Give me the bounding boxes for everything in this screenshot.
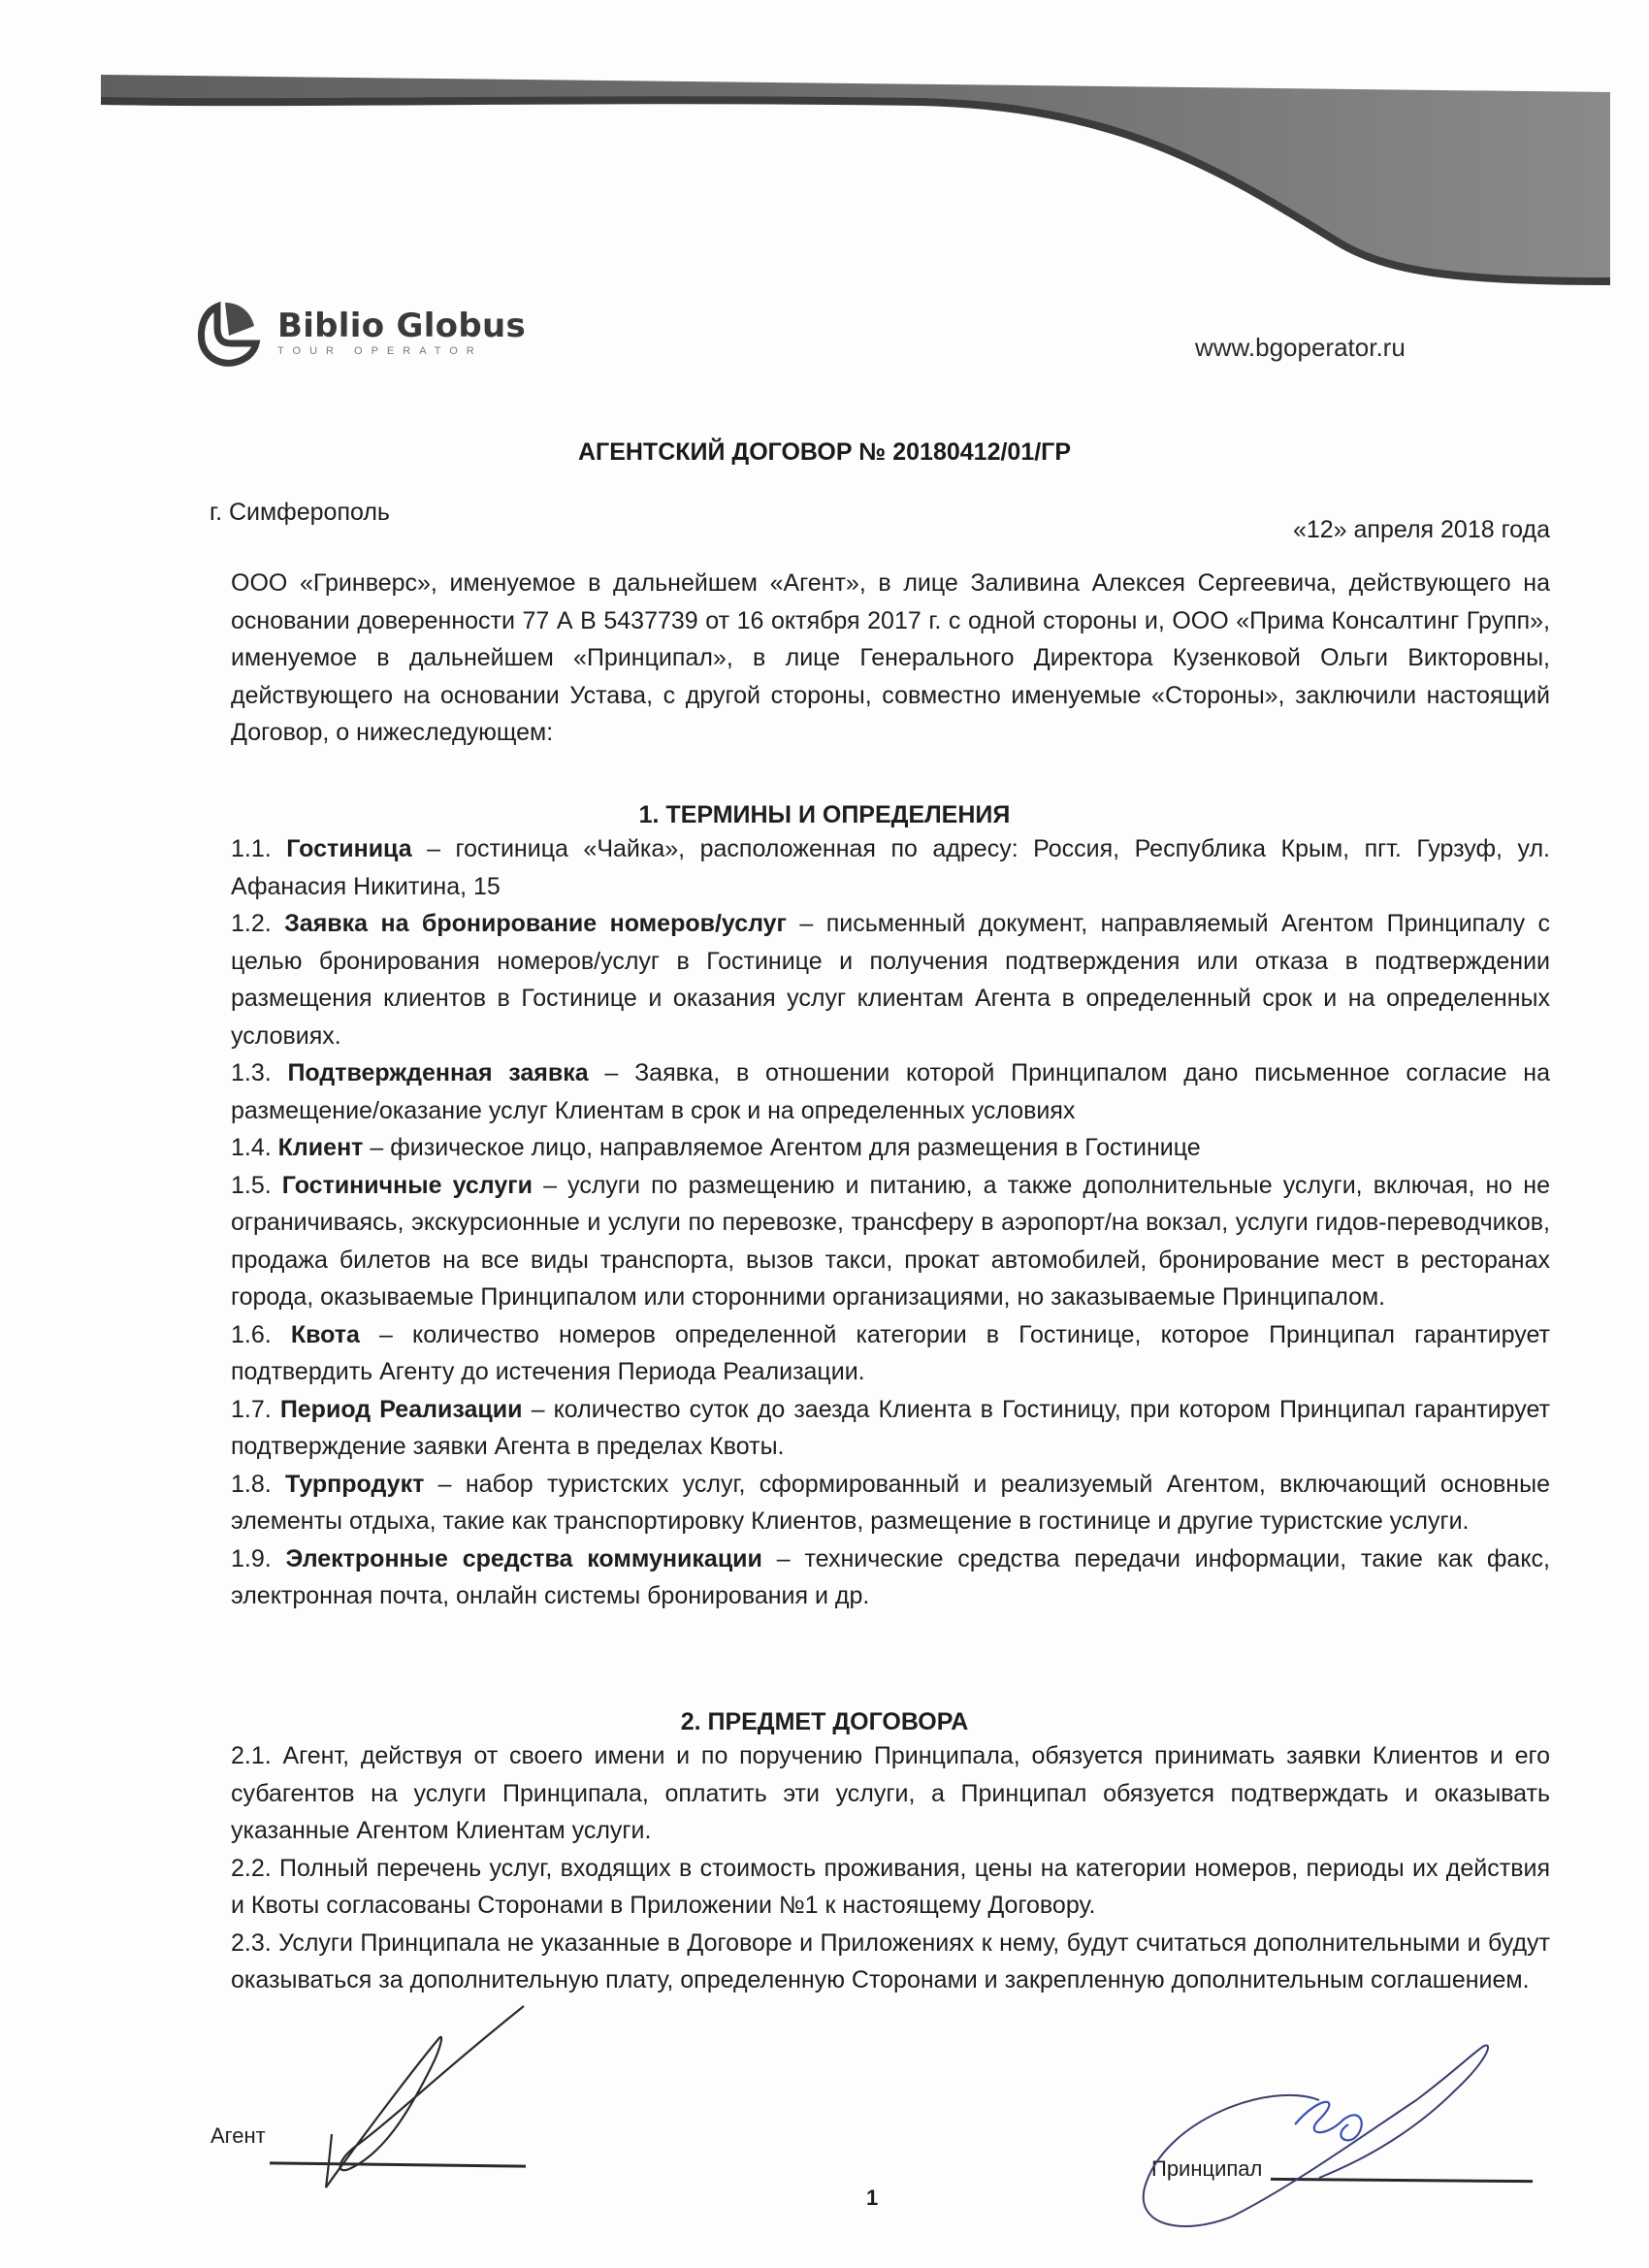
clause-1-4: 1.4. Клиент – физическое лицо, направляемое Агентом для размещения в Гостинице [231,1134,1201,1161]
clause-1-3: 1.3. Подтвержденная заявка – Заявка, в отношении которой Принципалом дано письменное согласие на размещение/оказание услуг Клиентам в срок и на определенных условиях [231,1059,1550,1124]
contract-date: «12» апреля 2018 года [1292,516,1550,543]
section-subject [231,1737,1550,1999]
principal-label: Принципал [1151,2156,1263,2181]
clause-1-7: 1.7. Период Реализации – количество суток до заезда Клиента в Гостиницу, при котором Принципал гарантирует подтверждение заявки Агента в пределах Квоты. [231,1395,1550,1460]
clause-2-3: 2.3. Услуги Принципала не указанные в Договоре и Приложениях к нему, будут считаться дополнительными и будут оказываться за дополнительную плату, определенную Сторонами и закрепленную дополнительным соглашением. [231,1928,1550,1993]
preamble-paragraph: ООО «Гринверс», именуемое в дальнейшем «Агент», в лице Заливина Алексея Сергеевича, действующего на основании доверенности 77 А В 5437739 от 16 октября 2017 г. с одной стороны и, ООО «Прима Консалтинг Групп», именуемое в дальнейшем «Принципал», в лице Генерального Директора Кузенковой Ольги Викторовны, действующего на основании Устава, с другой стороны, совместно именуемые «Стороны», заключили настоящий Договор, о нижеследующем: [231,569,1550,746]
agent-label: Агент [210,2123,266,2148]
clause-1-5: 1.5. Гостиничные услуги – услуги по размещению и питанию, а также дополнительные услуги, включая, но не ограничиваясь, экскурсионные и услуги по перевозке, трансферу в аэропорт/на вокзал, услуги гидов-переводчиков, продажа билетов на все виды транспорта, вызов такси, прокат автомобилей, бронирование мест в ресторанах города, оказываемые Принципалом или сторонними организациями, но заказываемые Принципалом. [231,1171,1550,1311]
document-title: АГЕНТСКИЙ ДОГОВОР № 20180412/01/ГР [577,438,1072,466]
biblio-globus-logo [196,299,526,367]
clause-1-9: 1.9. Электронные средства коммуникации – технические средства передачи информации, такие как факс, электронная почта, онлайн системы бронирования и др. [231,1544,1550,1609]
principal-signature-icon [1125,2042,1533,2236]
agent-signature-icon [291,1998,543,2192]
section-heading-subject: 2. ПРЕДМЕТ ДОГОВОРА [680,1708,969,1735]
page-number: 1 [866,2186,879,2210]
clause-1-8: 1.8. Турпродукт – набор туристских услуг, сформированный и реализуемый Агентом, включающий основные элементы отдыха, такие как транспортировку Клиентов, размещение в гостинице и другие туристские услуги. [231,1470,1550,1535]
section-terms [231,830,1550,1615]
clause-1-2: 1.2. Заявка на бронирование номеров/услуг – письменный документ, направляемый Агентом Принципалу с целью бронирования номеров/услуг в Гостинице и получения подтверждения или отказа в подтверждении размещения клиентов в Гостинице и оказания услуг клиентам Агента в определенный срок и на определенных условиях. [231,910,1550,1050]
website-url: www.bgoperator.ru [1195,333,1406,362]
globe-logo-icon [196,299,264,367]
clause-1-1: 1.1. Гостиница – гостиница «Чайка», расположенная по адресу: Россия, Республика Крым, пгт. Гурзуф, ул. Афанасия Никитина, 15 [231,835,1550,900]
brand-tagline: TOUR OPERATOR [277,345,483,357]
clause-1-6: 1.6. Квота – количество номеров определенной категории в Гостинице, которое Принципал гарантирует подтвердить Агенту до истечения Периода Реализации. [231,1320,1550,1385]
section-heading-terms: 1. ТЕРМИНЫ И ОПРЕДЕЛЕНИЯ [638,801,1011,828]
clause-2-1: 2.1. Агент, действуя от своего имени и по поручению Принципала, обязуется принимать заявки Клиентов и его субагентов на услуги Принципала, оплатить эти услуги, а Принципал обязуется подтверждать и оказывать указанные Агентом Клиентам услуги. [231,1742,1550,1844]
brand-name: Biblio Globus [277,307,527,345]
clause-2-2: 2.2. Полный перечень услуг, входящих в стоимость проживания, цены на категории номеров, периоды их действия и Квоты согласованы Сторонами в Приложении №1 к настоящему Договору. [231,1854,1550,1919]
contract-city: г. Симферополь [210,499,390,526]
header-wave-decoration [0,0,1649,301]
